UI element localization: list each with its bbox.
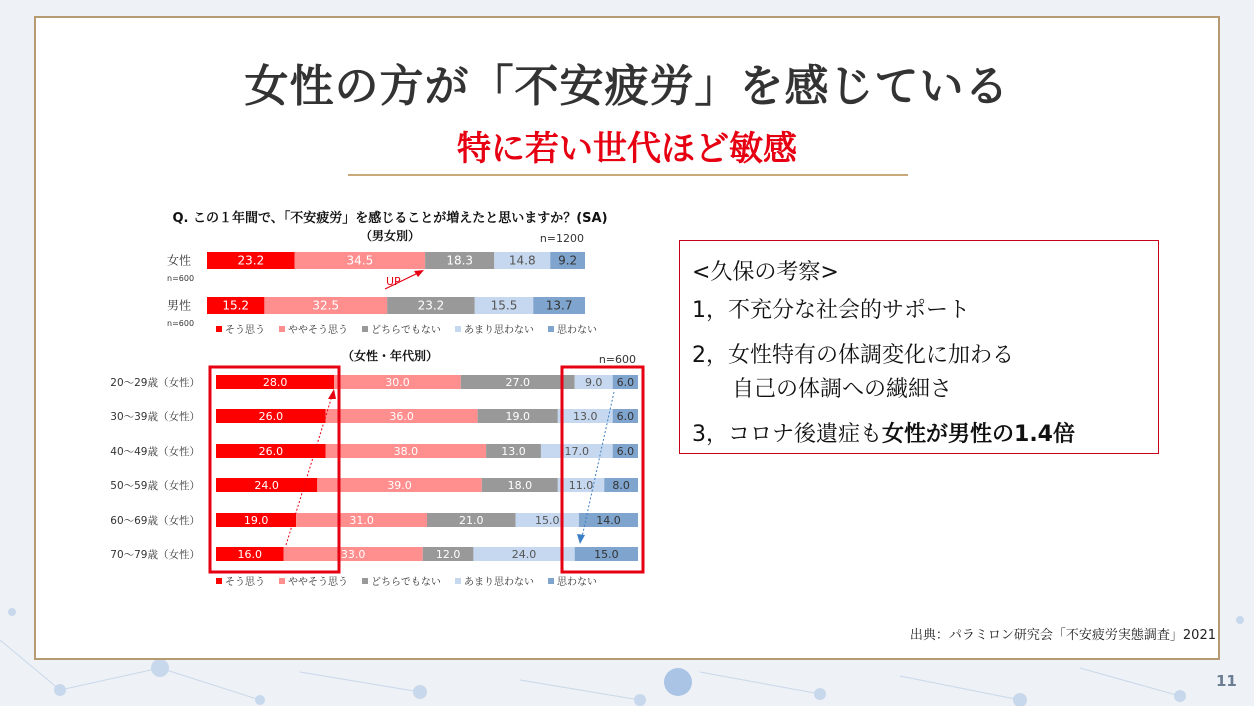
data-label: 21.0 [459,514,484,527]
category-label: 男性 [167,298,192,313]
highlight-box-agree [210,367,339,572]
data-label: 17.0 [564,445,590,458]
commentary-point-3-prefix: 3，コロナ後遺症も [692,422,882,447]
data-label: 31.0 [349,514,374,527]
slide-subtitle: 特に若い世代ほど敏感 [457,129,797,169]
up-arrowhead [414,270,424,277]
commentary-point-2: 2，女性特有の体調変化に加わる [692,343,1014,368]
data-label: 30.0 [385,376,410,389]
data-label: 19.0 [505,410,530,423]
data-label: 28.0 [262,376,288,389]
legend-label: 思わない [557,577,597,588]
commentary-point-3-suffix: が男性の1.4倍 [926,422,1075,447]
data-label: 15.2 [222,298,250,313]
data-label: 38.0 [393,445,419,458]
category-note: n=600 [167,274,195,283]
chart-title: （女性・年代別） [341,349,439,363]
legend-label: あまり思わない [464,577,534,588]
data-label: 16.0 [237,548,263,561]
data-label: 23.2 [417,298,445,313]
sample-size-label: n=1200 [539,232,584,245]
legend-swatch [216,326,222,332]
legend-swatch [548,326,554,332]
trend-arrowhead-agree [328,389,336,399]
commentary-point-1: 1，不充分な社会的サポート [692,298,970,323]
legend-swatch [455,326,461,332]
data-label: 23.2 [237,253,265,268]
trend-arrowhead-disagree [577,534,585,544]
data-label: 15.0 [535,514,560,527]
data-label: 13.0 [573,410,598,423]
legend-swatch [216,578,222,584]
legend-label: どちらでもない [371,325,441,336]
legend-label: 思わない [557,325,597,336]
data-label: 18.0 [507,479,533,492]
data-label: 26.0 [258,410,284,423]
legend-label: ややそう思う [288,325,348,336]
category-note: n=600 [167,319,195,328]
commentary-point-2-continued: 自己の体調への繊細さ [732,377,953,402]
legend-label: ややそう思う [288,577,348,588]
legend-swatch [279,578,285,584]
data-label: 12.0 [435,548,461,561]
commentary-box [679,240,1159,454]
data-label: 14.8 [508,253,536,268]
category-label: 60～69歳（女性） [110,515,200,527]
chart-subtitle: （男女別） [359,229,421,243]
data-label: 6.0 [616,410,635,423]
data-label: 9.0 [584,376,603,389]
up-annotation: UP [386,275,401,288]
data-label: 15.5 [490,298,518,313]
source-citation: 出典：パラミロン研究会「不安疲労実態調査」2021 [909,628,1216,643]
legend-label: そう思う [225,577,265,588]
data-label: 39.0 [387,479,412,492]
highlight-box-disagree [562,367,643,572]
category-label: 70～79歳（女性） [110,549,200,561]
data-label: 15.0 [594,548,619,561]
data-label: 32.5 [312,298,340,313]
legend-swatch [548,578,554,584]
data-label: 13.0 [501,445,526,458]
data-label: 13.7 [545,298,573,313]
category-label: 20～29歳（女性） [110,377,200,389]
commentary-point-3-emphasis: 女性 [882,422,927,447]
data-label: 36.0 [389,410,414,423]
legend-label: あまり思わない [464,325,534,336]
data-label: 26.0 [258,445,284,458]
category-label: 女性 [167,253,192,268]
chart-title: Q. この１年間で、「不安疲労」を感じることが増えたと思いますか？(SA) [172,211,608,226]
data-label: 19.0 [243,514,269,527]
data-label: 18.3 [446,253,474,268]
data-label: 33.0 [340,548,366,561]
sample-size-label: n=600 [598,353,636,366]
data-label: 9.2 [558,253,578,268]
legend-label: どちらでもない [371,577,441,588]
legend-swatch [455,578,461,584]
data-label: 11.0 [568,479,594,492]
slide-title: 女性の方が「不安疲労」を感じている [244,61,1010,112]
legend-swatch [362,578,368,584]
commentary-point-3 [692,417,1075,448]
data-label: 8.0 [612,479,630,492]
legend-swatch [279,326,285,332]
data-label: 24.0 [511,548,537,561]
category-label: 50～59歳（女性） [110,480,200,492]
data-label: 14.0 [596,514,621,527]
data-label: 6.0 [616,376,635,389]
data-label: 34.5 [346,253,374,268]
legend-swatch [362,326,368,332]
data-label: 27.0 [505,376,530,389]
data-label: 24.0 [254,479,279,492]
data-label: 6.0 [616,445,635,458]
legend-label: そう思う [225,325,265,336]
commentary-heading: <久保の考察> [692,260,839,285]
page-number: 11 [1216,672,1237,690]
category-label: 40～49歳（女性） [110,446,200,458]
category-label: 30～39歳（女性） [110,411,200,423]
